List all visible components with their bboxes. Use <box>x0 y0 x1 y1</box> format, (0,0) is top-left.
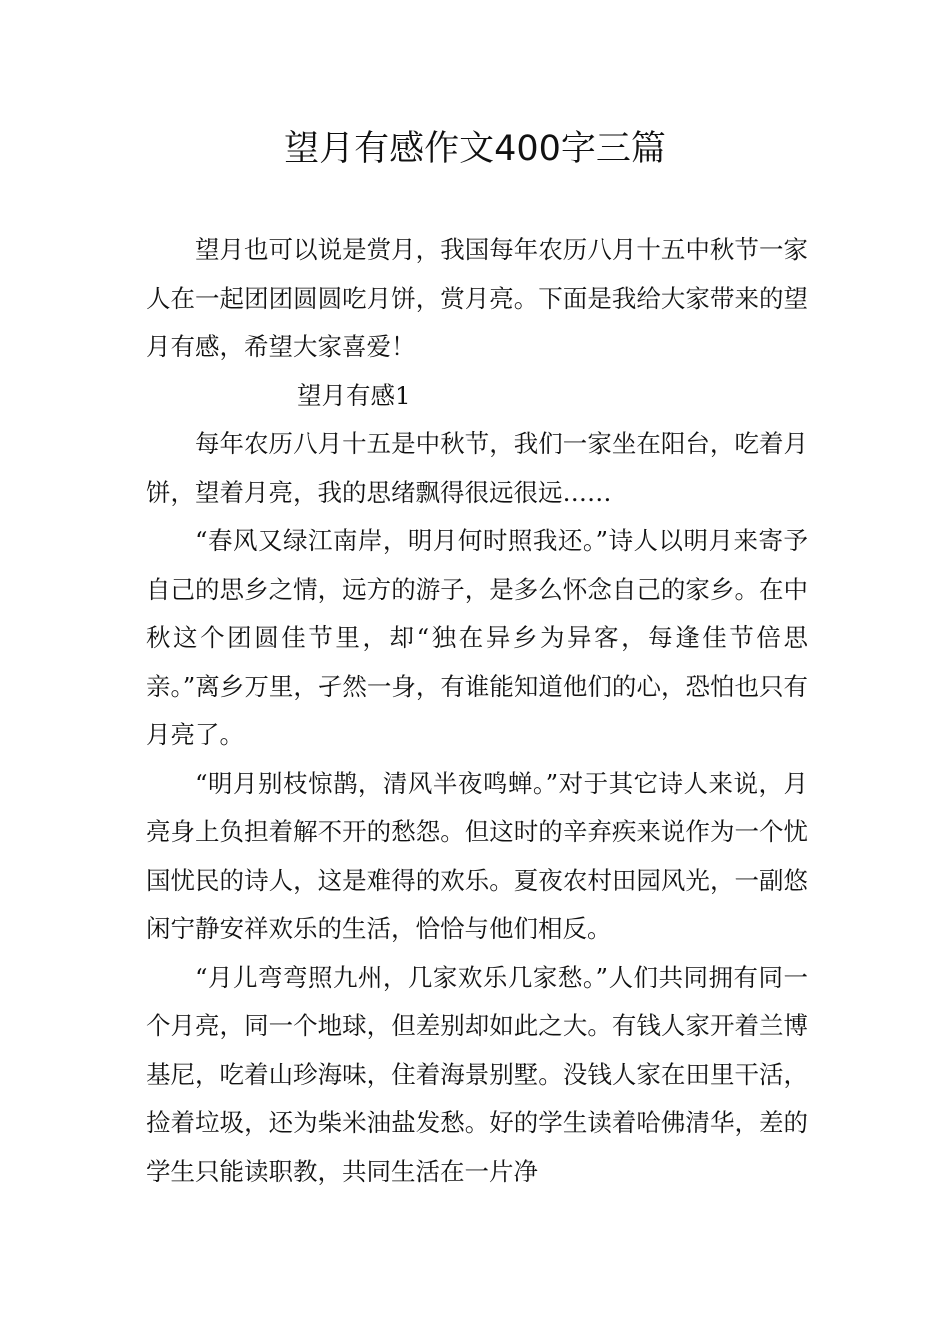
section-heading: 望月有感1 <box>297 380 411 410</box>
body-paragraph: “月儿弯弯照九州，几家欢乐几家愁。”人们共同拥有同一个月亮，同一个地球，但差别却如此之大。有钱人家开着兰博基尼，吃着山珍海味，住着海景别墅。没钱人家在田里干活，捡着垃圾，还为柴米油盐发愁。好的学生读着哈佛清华，差的学生只能读职教，共同生活在一片净 <box>146 962 808 1186</box>
document-title: 望月有感作文400字三篇 <box>284 129 666 169</box>
intro-paragraph: 望月也可以说是赏月，我国每年农历八月十五中秋节一家人在一起团团圆圆吃月饼，赏月亮。下面是我给大家带来的望月有感，希望大家喜爱！ <box>146 235 808 361</box>
document-body <box>146 226 808 1196</box>
body-paragraph: “春风又绿江南岸，明月何时照我还。”诗人以明月来寄予自己的思乡之情，远方的游子，是多么怀念自己的家乡。在中秋这个团圆佳节里，却“独在异乡为异客，每逢佳节倍思亲。”离乡万里，孑然一身，有谁能知道他们的心，恐怕也只有月亮了。 <box>146 526 808 749</box>
body-paragraph: 每年农历八月十五是中秋节，我们一家坐在阳台，吃着月饼，望着月亮，我的思绪飘得很远很远…… <box>146 429 808 507</box>
body-paragraph: “明月别枝惊鹊，清风半夜鸣蝉。”对于其它诗人来说，月亮身上负担着解不开的愁怨。但这时的辛弃疾来说作为一个忧国忧民的诗人，这是难得的欢乐。夏夜农村田园风光，一副悠闲宁静安祥欢乐的生活，恰恰与他们相反。 <box>146 768 808 943</box>
